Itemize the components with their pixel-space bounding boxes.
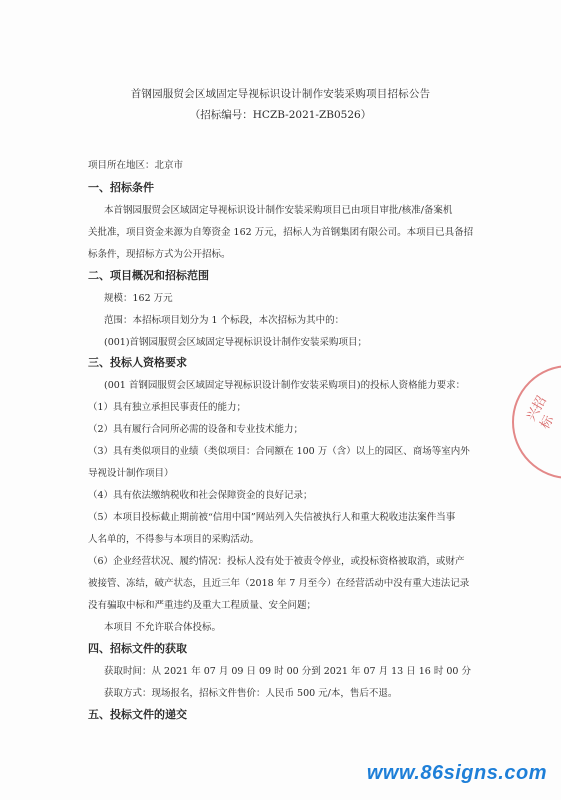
tender-number: （招标编号：HCZB-2021-ZB0526） (189, 109, 372, 121)
paragraph-line: 标条件，现招标方式为公开招标。 (88, 249, 231, 260)
paragraph-line: 被接管、冻结，破产状态，且近三年（2018 年 7 月至今）在经营活动中没有重大违法记录 (88, 578, 470, 589)
section-heading: 一、招标条件 (88, 181, 154, 194)
paragraph-line: 导视设计制作项目） (88, 468, 174, 479)
section-heading: 四、招标文件的获取 (88, 642, 187, 655)
paragraph-line: （1）具有独立承担民事责任的能力； (88, 402, 247, 413)
paragraph-line: （6）企业经营状况、履约情况：投标人没有处于被责令停业，或投标资格被取消，或财产 (88, 556, 465, 567)
section-heading: 三、投标人资格要求 (88, 356, 187, 369)
paragraph-line: （4）具有依法缴纳税收和社会保障资金的良好记录； (88, 490, 313, 501)
paragraph-line: （3）具有类似项目的业绩（类似项目：合同额在 100 万（含）以上的园区、商场等室内外 (88, 446, 470, 457)
paragraph-line: （5）本项目投标截止期前被“信用中国”网站列入失信被执行人和重大税收违法案件当事 (88, 512, 456, 523)
paragraph-line: 本首钢园服贸会区域固定导视标识设计制作安装采购项目已由项目审批/核准/备案机 (104, 205, 453, 216)
seal-text: 兴招标 (523, 393, 558, 432)
paragraph-line: （2）具有履行合同所必需的设备和专业技术能力； (88, 424, 304, 435)
paragraph-line: 获取方式：现场报名，招标文件售价：人民币 500 元/本，售后不退。 (104, 688, 398, 699)
paragraph-line: 没有骗取中标和严重违约及重大工程质量、安全问题； (88, 600, 317, 611)
paragraph-line: 关批准，项目资金来源为自筹资金 162 万元，招标人为首钢集团有限公司。本项目已具备招 (88, 227, 474, 238)
paragraph-line: 人名单的，不得参与本项目的采购活动。 (88, 534, 260, 545)
section-heading: 二、项目概况和招标范围 (88, 269, 209, 282)
paragraph-line: (001 首钢园服贸会区域固定导视标识设计制作安装采购项目)的投标人资格能力要求： (104, 380, 466, 391)
project-location: 项目所在地区：北京市 (88, 160, 184, 171)
paragraph-line: 本项目 不允许联合体投标。 (104, 622, 222, 633)
paragraph-line: 获取时间：从 2021 年 07 月 09 日 09 时 00 分到 2021 年 07 月 13 日 16 时 00 分 (104, 666, 471, 677)
paragraph-line: 规模：162 万元 (104, 293, 173, 304)
paragraph-line: 范围：本招标项目划分为 1 个标段，本次招标为其中的： (104, 315, 345, 326)
section-heading: 五、投标文件的递交 (88, 708, 187, 721)
paragraph-line: (001)首钢园服贸会区域固定导视标识设计制作安装采购项目； (104, 337, 368, 348)
site-watermark: www.86signs.com (366, 762, 547, 784)
page-title: 首钢园服贸会区域固定导视标识设计制作安装采购项目招标公告 (130, 88, 431, 100)
